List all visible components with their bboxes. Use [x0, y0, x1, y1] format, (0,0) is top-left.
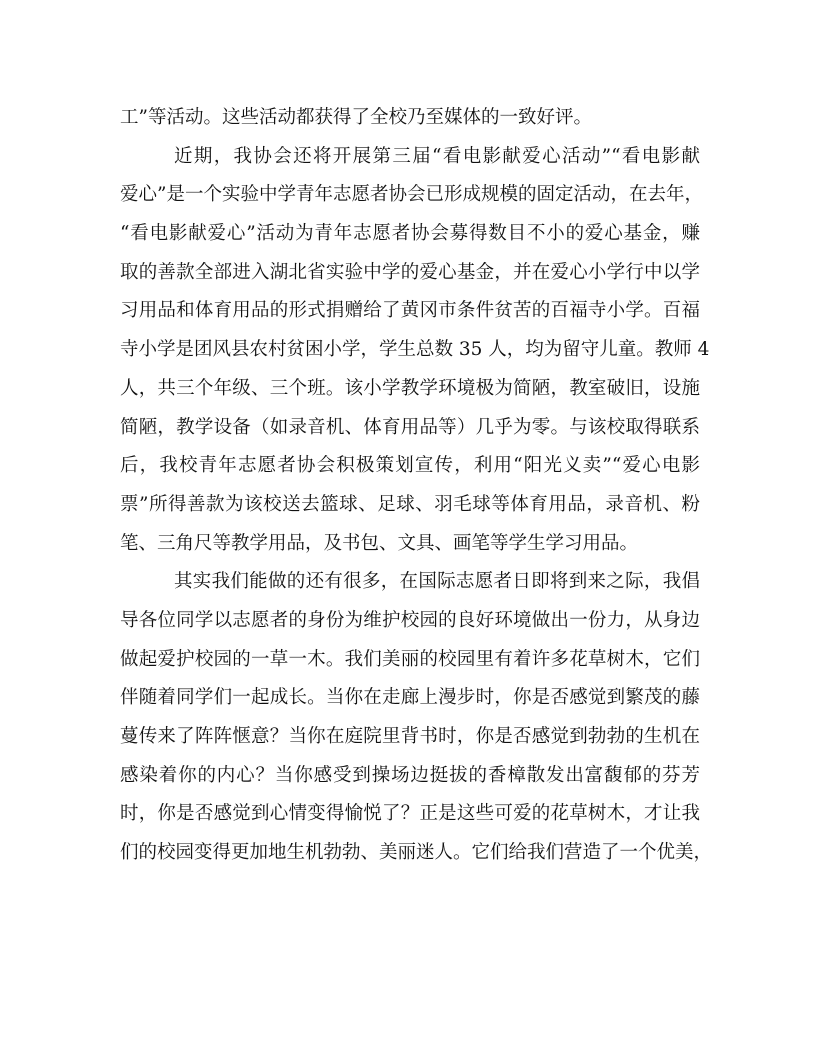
text-line: 导各位同学以志愿者的身份为维护校园的良好环境做出一份力，从身边: [120, 609, 700, 631]
paragraph-first-line: 近期，我协会还将开展第三届“看电影献爱心活动”“看电影献: [174, 145, 700, 167]
text-line: 简陋，教学设备（如录音机、体育用品等）几乎为零。与该校取得联系: [120, 416, 700, 438]
text-line: 们的校园变得更加地生机勃勃、美丽迷人。它们给我们营造了一个优美，: [120, 842, 713, 864]
text-line: 做起爱护校园的一草一木。我们美丽的校园里有着许多花草树木，它们: [120, 648, 700, 670]
text-line: 后，我校青年志愿者协会积极策划宣传，利用“阳光义卖”“爱心电影: [120, 455, 700, 477]
body-text: [120, 99, 713, 873]
text-line: 时，你是否感觉到心情变得愉悦了？正是这些可爱的花草树木，才让我: [120, 803, 700, 825]
text-line: “看电影献爱心”活动为青年志愿者协会募得数目不小的爱心基金，赚: [120, 223, 700, 245]
text-line: 习用品和体育用品的形式捐赠给了黄冈市条件贫苦的百福寺小学。百福: [120, 300, 700, 322]
text-line: 人，共三个年级、三个班。该小学教学环境极为简陋，教室破旧，设施: [120, 377, 700, 399]
text-line: 蔓传来了阵阵惬意？当你在庭院里背书时，你是否感觉到勃勃的生机在: [120, 726, 700, 747]
text-line: 爱心”是一个实验中学青年志愿者协会已形成规模的固定活动，在去年，: [120, 184, 703, 206]
text-line: 感染着你的内心？当你感受到操场边挺拔的香樟散发出富馥郁的芬芳: [120, 764, 700, 786]
text-line: 笔、三角尺等教学用品，及书包、文具、画笔等学生学习用品。: [120, 532, 639, 554]
paragraph-first-line: 其实我们能做的还有很多，在国际志愿者日即将到来之际，我倡: [174, 571, 700, 593]
text-line: 伴随着同学们一起成长。当你在走廊上漫步时，你是否感觉到繁茂的藤: [120, 687, 700, 709]
text-line: 工”等活动。这些活动都获得了全校乃至媒体的一致好评。: [120, 107, 592, 128]
text-line: 寺小学是团风县农村贫困小学，学生总数 35 人，均为留守儿童。教师 4: [120, 339, 710, 361]
text-line: 票”所得善款为该校送去篮球、足球、羽毛球等体育用品，录音机、粉: [120, 493, 700, 515]
text-line: 取的善款全部进入湖北省实验中学的爱心基金，并在爱心小学行中以学: [120, 261, 700, 283]
